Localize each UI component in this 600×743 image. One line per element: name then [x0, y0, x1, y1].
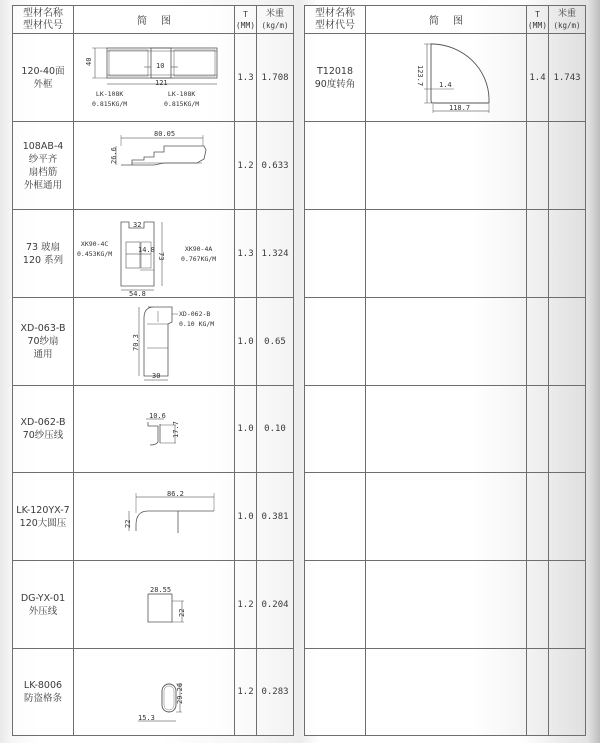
table-row-empty	[305, 122, 585, 210]
profile-desc: 外框通用	[23, 179, 62, 191]
profile-code: DG-YX-01	[20, 592, 66, 604]
profile-drawing-lk8006	[74, 649, 235, 735]
profile-drawing	[74, 649, 235, 735]
profile-table-left	[12, 5, 294, 736]
table-row	[13, 386, 293, 473]
svg-text:80.05: 80.05	[154, 130, 176, 138]
profile-drawing	[366, 122, 527, 209]
svg-text:86.2: 86.2	[167, 490, 184, 498]
profile-code: XD-063-B	[20, 323, 66, 334]
profile-desc: 扇档筋	[28, 166, 58, 178]
profile-thickness	[527, 473, 549, 560]
header-code-label: 型材代号	[23, 19, 63, 31]
table-row-empty	[305, 210, 585, 298]
profile-weight: 0.65	[264, 336, 286, 347]
profile-thickness: 1.4	[527, 34, 549, 121]
profile-desc: 外压线	[28, 605, 58, 617]
header-name-label: 型材名称	[315, 7, 355, 19]
table-row	[13, 298, 293, 386]
profile-weight: 1.708	[261, 72, 289, 83]
svg-text:10.6: 10.6	[149, 412, 166, 420]
header-thickness-unit: (MM)	[235, 20, 256, 30]
profile-name	[13, 210, 74, 297]
profile-desc: 70纱压线	[22, 430, 64, 441]
profile-code: T12018	[316, 65, 354, 77]
profile-drawing	[74, 34, 235, 121]
profile-thickness: 1.0	[235, 298, 257, 385]
profile-drawing	[74, 122, 235, 209]
profile-drawing	[74, 473, 235, 560]
profile-weight: 0.10	[264, 424, 286, 434]
profile-name	[13, 386, 74, 472]
profile-name	[13, 298, 74, 385]
header-weight-unit: (kg/m)	[553, 20, 581, 30]
profile-weight	[549, 561, 585, 648]
svg-text:26.6: 26.6	[110, 147, 118, 164]
profile-drawing	[366, 298, 527, 385]
profile-weight	[549, 649, 585, 735]
profile-name	[305, 34, 366, 121]
profile-drawing	[366, 561, 527, 648]
header-name-code	[13, 6, 74, 33]
header-thickness-label: T	[535, 9, 540, 19]
svg-text:118.7: 118.7	[449, 104, 471, 112]
profile-thickness: 1.0	[235, 473, 257, 560]
profile-name	[13, 473, 74, 560]
table-row	[13, 122, 293, 210]
profile-desc: 70纱扇	[27, 336, 59, 347]
profile-thickness: 1.3	[235, 34, 257, 121]
drawing-label: XK90-4C 0.453KG/M	[77, 240, 113, 258]
drawing-label: XD-062-B 0.10 KG/M	[179, 310, 215, 328]
profile-thickness: 1.2	[235, 561, 257, 648]
profile-name	[305, 210, 366, 297]
profile-table-right	[304, 5, 586, 736]
profile-thickness	[527, 561, 549, 648]
profile-weight	[549, 298, 585, 385]
profile-name	[305, 561, 366, 648]
profile-code: 120-40面	[21, 65, 65, 77]
profile-name	[305, 386, 366, 472]
profile-name	[305, 649, 366, 735]
profile-code: LK-120YX-7	[16, 504, 70, 516]
profile-weight: 1.324	[261, 248, 289, 259]
profile-desc: 120大圆压	[19, 517, 67, 529]
svg-text:40: 40	[85, 57, 93, 66]
svg-text:1.4: 1.4	[439, 81, 452, 89]
profile-weight	[549, 122, 585, 209]
profile-thickness	[527, 649, 549, 735]
svg-text:54.8: 54.8	[129, 290, 146, 298]
header-name-label: 型材名称	[23, 7, 63, 19]
header-name-code	[305, 6, 366, 33]
profile-weight: 0.633	[261, 160, 289, 171]
profile-drawing	[74, 386, 235, 472]
svg-text:70.3: 70.3	[132, 334, 140, 351]
table-row-empty	[305, 386, 585, 473]
profile-weight: 1.743	[553, 72, 581, 83]
drawing-label: XK90-4A 0.767KG/M	[181, 245, 217, 263]
table-row	[13, 210, 293, 298]
header-weight-label: 米重	[557, 8, 576, 19]
profile-name	[305, 122, 366, 209]
svg-text:17.7: 17.7	[172, 421, 180, 438]
header-thickness-label: T	[243, 9, 248, 19]
profile-drawing-t12018	[366, 34, 527, 122]
profile-thickness: 1.2	[235, 122, 257, 209]
table-row-empty	[305, 649, 585, 735]
profile-weight	[549, 473, 585, 560]
profile-drawing	[74, 298, 235, 385]
profile-desc: 120 系列	[22, 254, 64, 266]
profile-code: LK-8006	[23, 680, 63, 691]
profile-code: 108AB-4	[22, 140, 64, 152]
table-row-empty	[305, 298, 585, 386]
profile-drawing	[74, 561, 235, 648]
drawing-label: LK-108K 0.815KG/M	[164, 90, 200, 108]
profile-drawing	[74, 210, 235, 297]
profile-name	[13, 122, 74, 209]
table-row	[13, 561, 293, 649]
profile-thickness: 1.0	[235, 386, 257, 472]
profile-thickness: 1.2	[235, 649, 257, 735]
profile-name	[305, 298, 366, 385]
table-row	[305, 34, 585, 122]
profile-name	[13, 561, 74, 648]
profile-thickness: 1.3	[235, 210, 257, 297]
profile-name	[305, 473, 366, 560]
table-header	[13, 6, 293, 34]
table-row-empty	[305, 561, 585, 649]
table-row	[13, 649, 293, 735]
header-code-label: 型材代号	[315, 19, 355, 31]
profile-name	[13, 649, 74, 735]
svg-text:73: 73	[157, 252, 165, 261]
header-drawing: 简图	[74, 6, 235, 33]
header-weight	[549, 6, 585, 33]
svg-text:123.7: 123.7	[416, 65, 424, 87]
svg-text:22: 22	[124, 519, 132, 528]
header-thickness-unit: (MM)	[527, 20, 548, 30]
svg-text:121: 121	[155, 79, 168, 87]
header-weight-unit: (kg/m)	[261, 20, 289, 30]
profile-drawing	[366, 34, 527, 121]
svg-text:30: 30	[152, 372, 161, 380]
profile-desc: 纱平齐	[28, 153, 58, 165]
header-thickness	[527, 6, 549, 33]
svg-text:22: 22	[178, 608, 186, 617]
svg-text:10: 10	[156, 62, 165, 70]
header-weight-label: 米重	[265, 8, 284, 19]
header-weight	[257, 6, 293, 33]
profile-drawing-108ab4	[74, 122, 235, 210]
profile-drawing-xd062b	[74, 386, 235, 473]
profile-drawing-lk120yx7	[74, 473, 235, 561]
profile-thickness	[527, 298, 549, 385]
profile-thickness	[527, 122, 549, 209]
table-row	[13, 473, 293, 561]
profile-desc: 通用	[33, 349, 53, 360]
profile-thickness	[527, 210, 549, 297]
profile-desc: 外框	[33, 78, 53, 90]
svg-text:32: 32	[133, 221, 142, 229]
profile-desc: 90度转角	[314, 78, 356, 90]
profile-drawing	[366, 386, 527, 472]
profile-drawing	[366, 210, 527, 297]
table-header	[305, 6, 585, 34]
profile-weight	[549, 386, 585, 472]
profile-drawing-dgyx01	[74, 561, 235, 649]
profile-drawing	[366, 649, 527, 735]
svg-text:15.3: 15.3	[138, 714, 155, 722]
profile-weight	[549, 210, 585, 297]
table-row-empty	[305, 473, 585, 561]
profile-name	[13, 34, 74, 121]
svg-text:14.8: 14.8	[138, 246, 155, 254]
table-row	[13, 34, 293, 122]
profile-code: XD-062-B	[20, 417, 66, 428]
profile-drawing	[366, 473, 527, 560]
header-drawing: 简图	[366, 6, 527, 33]
svg-text:29.26: 29.26	[176, 682, 184, 704]
profile-weight: 0.204	[261, 599, 289, 610]
profile-weight: 0.283	[261, 687, 289, 697]
profile-thickness	[527, 386, 549, 472]
svg-text:28.55: 28.55	[150, 586, 172, 594]
profile-code: 73 玻扇	[25, 241, 61, 253]
profile-desc: 防盗格条	[23, 693, 62, 704]
drawing-label: LK-108K 0.815KG/M	[92, 90, 128, 108]
profile-weight: 0.381	[261, 511, 289, 522]
header-thickness	[235, 6, 257, 33]
